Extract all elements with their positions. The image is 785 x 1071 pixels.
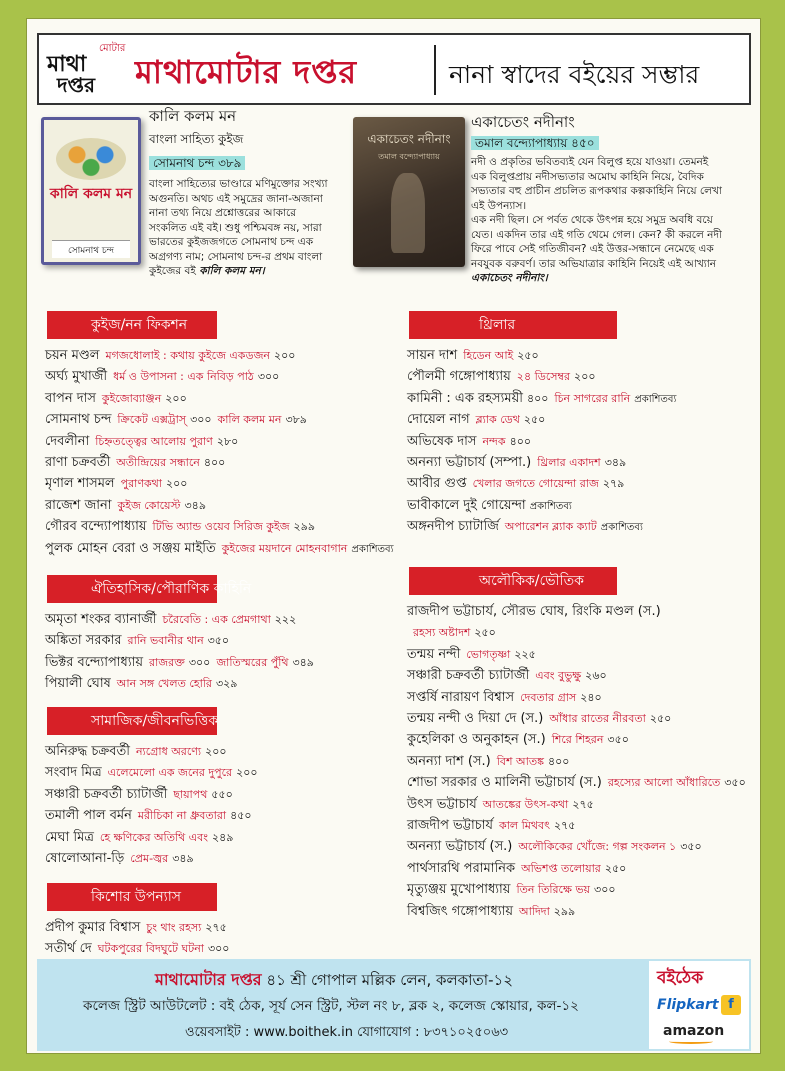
book-book: বিশ আতঙ্ক [496, 754, 544, 768]
book-row [45, 454, 225, 472]
book-author: অমৃতা শংকর ব্যানার্জী [45, 612, 157, 627]
book-book: রাজরক্ত [149, 655, 185, 669]
cover-author: তমাল বন্দ্যোপাধ্যায় [378, 152, 440, 161]
logo-line2: মোটার [99, 43, 126, 54]
publisher-name: মাথামোটার দপ্তর [135, 53, 358, 91]
cover-title: একাচেতং নদীনাং [367, 132, 451, 146]
book-author: সঞ্চারী চক্রবর্তী চ্যাটার্জী [45, 786, 168, 802]
featured-description-2: নদী ও প্রকৃতির ভবিতব্যই যেন বিলুপ্ত হয়ে যাওয়া। তেমনই এক বিলুপ্তপ্রায় নদীসভ্যতার অমোঘ কাহিনি নিয়ে, বৈদিক সভ্যতার বহু প্রাচীন প্রচলিত রূপকথার কল্পকাহিনি নিয়ে লেখা এই উপন্যাস। এক নদী ছিল। সে পর্বত থেকে উৎপন্ন হয়ে সমুদ্র অবধি বয়ে যেত। একদিন তার এই গতি থেমে গেল। কেন? কী করলে নদী ফিরে পাবে সেই গতিজীবন? এই উত্তর-সন্ধানে নেমেছে এক নবযুবক বরুবর্ণ। তার অভিযাত্রার কাহিনি নিয়েই এই আখ্যান একাচেতং নদীনাং। [471, 156, 722, 284]
book-book: হে ক্ষণিকের অতিথি এবং [99, 830, 208, 844]
book-price: ৩২৯ [215, 677, 238, 691]
book-book: কুইজোব্যাঞ্জন [101, 391, 162, 405]
book-author: প্রদীপ কুমার বিশ্বাস [45, 920, 141, 935]
book-author: মেঘা মিত্র [45, 829, 94, 845]
book-author: অর্ঘ্য মুখার্জী [45, 369, 108, 385]
book-row [407, 497, 572, 516]
book-book: অতীন্দ্রিয়ের সন্ধানে [116, 456, 200, 469]
book-price: ২৪০ [580, 690, 602, 704]
book-row [407, 710, 671, 728]
book-price: ৩৫০ [680, 840, 702, 854]
book-row [45, 850, 194, 868]
book-author: রাণা চক্রবর্তী [45, 455, 111, 470]
book-book: টিভি অ্যান্ড ওয়েব সিরিজ কুইজ [152, 520, 290, 534]
flipkart-logo: Flipkart [657, 997, 719, 1013]
book-row [45, 675, 237, 693]
section-label: কিশোর উপন্যাস [47, 883, 217, 911]
book-price: ৪০০ [526, 391, 549, 405]
cover-illustration [56, 138, 126, 180]
book-book2: কালি কলম মন [217, 413, 282, 427]
book-row [45, 411, 307, 429]
book-book: অলৌকিকের খোঁজে: গল্প সংকলন ১ [518, 840, 677, 854]
section-label: ঐতিহাসিক/পৌরাণিক কাহিনি [47, 575, 217, 603]
featured-description-1: বাংলা সাহিত্যের ভাণ্ডারে মণিমুক্তোর সংখ্যা অগুনতি। অথচ এই সমুদ্রের জানা-অজানা নানা তথ্য নিয়ে প্রশ্নোত্তরের আকারে সংকলিত এই বই। শুধু পশ্চিমবঙ্গ নয়, সারা ভারতের কুইজজগতে সোমনাথ চন্দ এক অগ্রগণ্য নাম; সোমনাথ চন্দ-র প্রথম বাংলা কুইজের বই কালি কলম মন। [149, 178, 328, 277]
book-price: ২৫০ [517, 349, 539, 362]
book-book: তিন তিরিক্ষে ভয় [516, 883, 591, 897]
book-author: উৎস ভট্টাচার্য [407, 796, 477, 812]
featured-title-1: কালি কলম মন [149, 107, 237, 125]
book-price: ২০০ [166, 477, 188, 491]
book-book: শিরে শিহরন [551, 733, 604, 747]
book-author: অভিষেক দাস [407, 433, 477, 449]
section-label: সামাজিক/জীবনভিত্তিক [47, 707, 217, 735]
book-author: কুহেলিকা ও অনুকাহন (স.) [407, 732, 546, 748]
book-book: ন্যগ্রোধ অরণ্যে [135, 745, 202, 758]
featured-author-2: তমাল বন্দ্যোপাধ্যায় ৪৫০ [471, 135, 599, 155]
book-author: তমালী পাল বর্মন [45, 808, 132, 824]
advertisement-page [26, 18, 761, 1054]
book-row [45, 347, 295, 365]
book-price: ৫৫০ [211, 787, 233, 801]
book-row [407, 817, 575, 835]
book-author: অনন্যা ভট্টাচার্য (স.) [407, 839, 513, 855]
book-price: ২০০ [273, 349, 296, 362]
book-row [407, 796, 594, 814]
book-author: তন্ময় নন্দী [407, 646, 461, 662]
book-price: ২৭৫ [205, 921, 227, 934]
footer-contact [37, 959, 751, 1051]
book-price: ২০০ [236, 766, 258, 780]
book-row [407, 774, 746, 792]
book-row [407, 881, 616, 899]
book-note: প্রকাশিতব্য [529, 500, 572, 512]
store-logos [649, 961, 749, 1049]
book-row [407, 731, 629, 749]
book-author: পার্থসারথি পরামানিক [407, 860, 516, 876]
book-book: এলেমেলো এক জনের দুপুরে [107, 766, 233, 780]
book-row [45, 786, 233, 804]
book-row [407, 860, 626, 878]
book-row [45, 940, 229, 958]
book-author: অনিরুদ্ধ চক্রবর্তী [45, 744, 130, 759]
book-author: সংবাদ মিত্র [45, 765, 102, 781]
header-divider [434, 45, 436, 95]
book-price: ২৭৫ [572, 797, 594, 811]
book-price: ২৬০ [585, 669, 607, 683]
book-row [45, 829, 233, 847]
book-price: ২৭৯ [602, 477, 625, 491]
book-row [45, 497, 206, 515]
book-row [407, 475, 624, 493]
book-author: দোয়েল নাগ [407, 412, 470, 428]
header-banner [37, 33, 751, 105]
logo-line1: মাথা [47, 51, 87, 77]
book-row [45, 764, 258, 782]
book-author: সপ্তর্ষি নারায়ণ বিশ্বাস [407, 689, 515, 705]
book-row [407, 903, 575, 921]
book-price: ২৪৯ [211, 830, 234, 844]
book-book: ঘটকপুরের বিদঘুটে ঘটনা [97, 942, 204, 956]
footer-website: ওয়েবসাইট : www.boithek.in যোগাযোগ : ৮৩৭১০২৫০৬৩ [185, 1025, 509, 1040]
book-row [407, 390, 676, 409]
book-author: পুলক মোহন বেরা ও সঞ্জয় মাইতি [45, 540, 216, 556]
book-book: মরীচিকা না ধ্রুবতারা [137, 809, 227, 823]
book-price: ৪০০ [548, 754, 570, 768]
book-row [45, 919, 227, 937]
book-price: ২৯৯ [293, 520, 315, 534]
featured-title-2: একাচেতং নদীনাং [471, 113, 575, 131]
book-author: পৌলমী গঙ্গোপাধ্যায় [407, 369, 511, 385]
book-book: আন সঙ্গ খেলত হোরি [116, 677, 212, 691]
book-cover-kali-kalam-mon [41, 117, 141, 265]
book-price: ২৫০ [523, 413, 546, 427]
book-row [45, 632, 229, 650]
book-author: দেবলীনা [45, 433, 90, 449]
book-price: ৩০০ [188, 655, 211, 669]
book-price: ২০০ [574, 370, 596, 384]
book-author: ভিক্টর বন্দ্যোপাধ্যায় [45, 654, 144, 670]
book-row [45, 743, 227, 761]
book-row [407, 646, 536, 664]
book-price: ২০০ [205, 745, 227, 758]
book-price: ৪৫০ [230, 809, 252, 823]
book-book2: চিন সাগরের রানি [554, 391, 631, 405]
book-row [407, 518, 643, 537]
featured-subtitle-1: বাংলা সাহিত্য কুইজ [149, 132, 244, 146]
book-book: মগজধোলাই : কথায় কুইজে একডজন [105, 349, 270, 362]
cover-figure [391, 173, 425, 253]
book-author: চয়ন মণ্ডল [45, 348, 100, 363]
book-book: রহস্য অষ্টাদশ [413, 626, 471, 640]
book-book: এবং বুভুক্ষু [535, 669, 582, 683]
book-row [45, 611, 296, 629]
flipkart-icon: f [721, 995, 741, 1015]
book-price: ৩০০ [190, 413, 212, 427]
book-book: অপারেশন ব্ল্যাক ক্যাট [504, 520, 597, 534]
boithek-logo: বইঠেক [657, 968, 704, 988]
book-row [45, 807, 252, 825]
book-price: ৩০০ [208, 942, 230, 956]
book-book: আতঙ্কের উৎস-কথা [482, 797, 569, 811]
book-price: ৩০০ [594, 883, 616, 897]
book-row [45, 540, 393, 559]
book-price: ৩০০ [257, 370, 280, 384]
book-book: খেলার জগতে গোয়েন্দা রাজ [472, 477, 599, 491]
book-author: আবীর গুপ্ত [407, 476, 467, 492]
cover-author: সোমনাথ চন্দ [52, 240, 130, 258]
book-price: ২৫০ [649, 712, 672, 725]
featured-author-1: সোমনাথ চন্দ ৩৮৯ [149, 155, 245, 175]
book-author: বাপন দাস [45, 390, 96, 406]
book-book: ব্ল্যাক ডেথ [475, 413, 520, 427]
tagline: নানা স্বাদের বইয়ের সম্ভার [449, 60, 700, 89]
book-price: ২২২ [274, 613, 297, 626]
book-price: ২৫০ [604, 861, 627, 875]
book-row [45, 390, 187, 408]
book-price: ৩৪৯ [172, 852, 194, 865]
section-label: অলৌকিক/ভৌতিক [409, 567, 617, 595]
book-price2: ৩৮৯ [285, 413, 307, 427]
book-price: ৩৪৯ [184, 498, 206, 512]
book-book: ছায়াপথ [173, 787, 208, 801]
book-row [407, 753, 569, 771]
book-row [407, 603, 661, 621]
book-book: নন্দক [482, 434, 506, 448]
book-author: অঙ্কিতা সরকার [45, 633, 122, 649]
book-author: শোভা সরকার ও মালিনী ভট্টাচার্য (স.) [407, 775, 602, 791]
book-row [407, 454, 626, 472]
logo-line3: দপ্তর [57, 73, 95, 97]
book-note: প্রকাশিতব্য [634, 393, 677, 405]
book-book: ক্রিকেট এক্সট্রাস্ [117, 413, 187, 427]
book-row [45, 433, 238, 451]
book-book: কুইজের ময়দানে মোহনবাগান [221, 541, 348, 555]
book-author: অনন্যা ভট্টাচার্য (সম্পা.) [407, 455, 532, 470]
book-price: ২২৫ [514, 647, 536, 661]
book-author: পিয়ালী ঘোষ [45, 676, 111, 692]
book-book: কাল মিথবৎ [499, 819, 550, 832]
book-row [45, 518, 315, 536]
book-price: ৩৫০ [607, 733, 629, 747]
book-author: কামিনী : এক রহস্যময়ী [407, 390, 523, 406]
book-row [407, 838, 702, 856]
book-price: ২০০ [165, 391, 187, 405]
book-author: রাজেশ জানা [45, 497, 112, 513]
book-author: বিশ্বজিৎ গঙ্গোপাধ্যায় [407, 903, 514, 919]
book-book: অভিশপ্ত তলোয়ার [521, 861, 601, 875]
book-book: দেবতার গ্রাস [520, 690, 577, 704]
book-price: ২৭৫ [553, 819, 576, 832]
section-label: কুইজ/নন ফিকশন [47, 311, 217, 339]
amazon-logo: amazon [663, 1023, 725, 1039]
book-price: ৩৫০ [207, 634, 230, 648]
book-book: হিডেন আই [463, 349, 514, 362]
book-row [407, 368, 596, 386]
book-book: ২৪ ডিসেম্বর [516, 370, 571, 384]
book-book: আঁধার রাতের নীরবতা [549, 712, 646, 725]
book-note: প্রকাশিতব্য [600, 522, 643, 534]
section-label: থ্রিলার [409, 311, 617, 339]
book-book: চিহ্নতত্ত্বের আলোয় পুরাণ [95, 434, 213, 448]
book-row [407, 347, 539, 365]
book-book: চরৈবেতি : এক প্রেমগাথা [162, 613, 271, 626]
book-price: ৩৪৯ [604, 456, 627, 469]
book-author: রাজদীপ ভট্টাচার্য [407, 818, 493, 833]
book-author: ষোলোআনা-ড়ি [45, 851, 125, 866]
book-price: ২৮০ [216, 434, 239, 448]
book-row [45, 368, 279, 386]
book-book: আদিদা [519, 904, 550, 918]
book-author: অনন্যা দাশ (স.) [407, 753, 491, 769]
book-price: ২৫০ [474, 626, 496, 640]
book-price: ৪০০ [203, 456, 226, 469]
book-row [407, 624, 496, 642]
book-row [407, 411, 545, 429]
book-author: গৌরব বন্দ্যোপাধ্যায় [45, 519, 147, 535]
book-price2: ৩৪৯ [292, 655, 314, 669]
book-author: সঞ্চারী চক্রবর্তী চ্যাটার্জী [407, 668, 530, 684]
book-price: ৪০০ [509, 434, 532, 448]
book-author: ভাবীকালে দুই গোয়েন্দা [407, 497, 526, 513]
book-book: কুইজ কোয়েস্ট [117, 498, 181, 512]
book-book: পুরাণকথা [120, 477, 162, 491]
book-book: চুং থাং রহস্য [146, 921, 202, 934]
book-row [407, 689, 602, 707]
book-note: প্রকাশিতব্য [351, 543, 394, 555]
footer-address: মাথামোটার দপ্তর ৪১ শ্রী গোপাল মল্লিক লেন, কলকাতা-১২ [155, 970, 514, 989]
book-author: রাজদীপ ভট্টাচার্য, সৌরভ ঘোষ, রিংকি মণ্ডল (স.) [407, 604, 661, 619]
book-author: সতীর্থ দে [45, 941, 92, 957]
book-row [45, 475, 187, 493]
book-author: মৃণাল শাসমল [45, 476, 115, 492]
book-book: থ্রিলার একাদশ [537, 456, 601, 469]
book-author: সায়ন দাশ [407, 348, 458, 363]
book-book: রানি ভবানীর থান [127, 634, 204, 648]
book-book2: জাতিস্মরের পুঁথি [216, 655, 289, 669]
book-author: মৃত্যুঞ্জয় মুখোপাধ্যায় [407, 882, 511, 898]
book-row [407, 667, 607, 685]
book-author: অঙ্গনদীপ চ্যাটার্জি [407, 519, 499, 535]
book-book: ভোগতৃষ্ণা [466, 647, 511, 661]
book-author: সোমনাথ চন্দ [45, 412, 112, 428]
book-price: ৩৫০ [724, 776, 746, 790]
book-author: তন্ময় নন্দী ও দিয়া দে (স.) [407, 711, 544, 726]
cover-title: কালি কলম মন [49, 186, 133, 202]
book-row [45, 654, 314, 672]
footer-outlet: কলেজ স্ট্রিট আউটলেট : বই ঠেক, সূর্য সেন স্ট্রিট, স্টল নং ৮, ব্লক ২, কলেজ স্কোয়ার, কল-১২ [83, 998, 579, 1014]
book-book: ধর্ম ও উপাসনা : এক নিবিড় পাঠ [113, 370, 254, 384]
book-price: ২৯৯ [553, 904, 576, 918]
book-book: প্রেম-জ্বর [130, 852, 169, 865]
book-cover-ekachetang-nadinang [353, 117, 465, 267]
publisher-logo [47, 41, 129, 99]
amazon-smile-icon [669, 1039, 713, 1044]
book-book: রহস্যের আলো আঁধারিতে [607, 776, 721, 790]
book-row [407, 433, 531, 451]
